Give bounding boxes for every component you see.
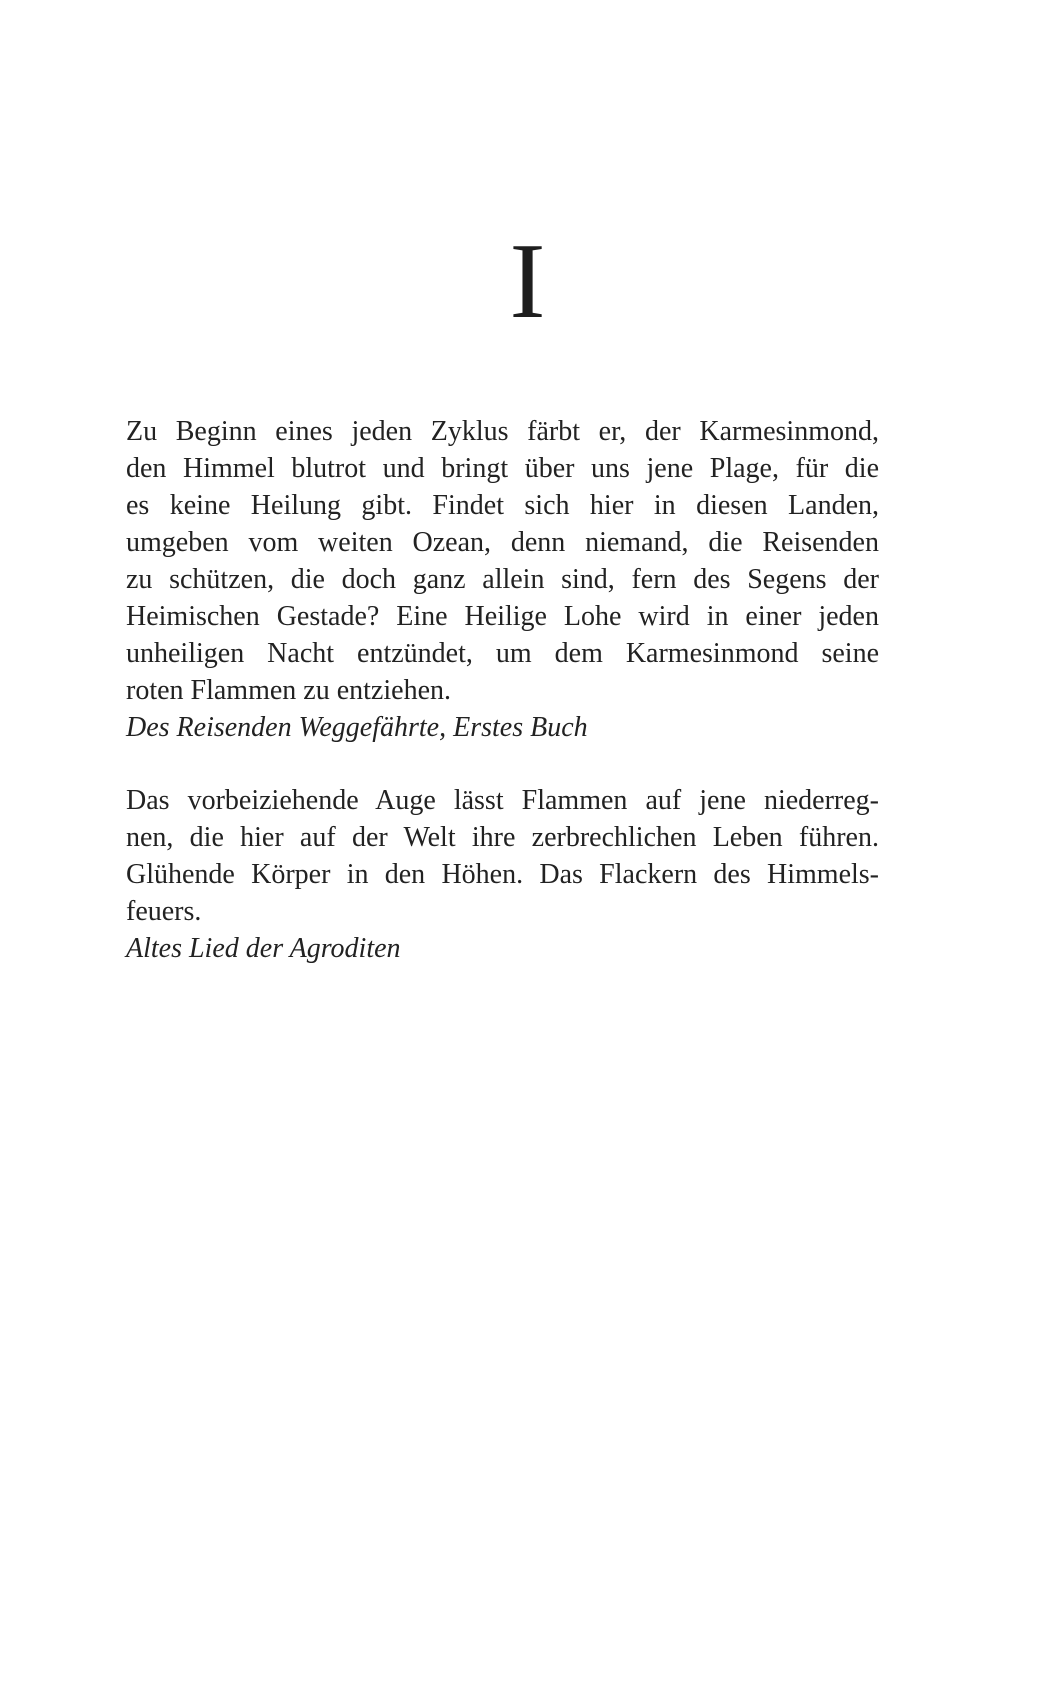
text-line: Zu Beginn eines jeden Zyklus färbt er, der Karmesinmond, xyxy=(126,416,879,447)
text-line: roten Flammen zu entziehen. xyxy=(126,675,451,706)
text-line: den Himmel blutrot und bringt über uns jene Plage, für die xyxy=(126,453,879,484)
epigraph xyxy=(126,413,879,746)
text-line: Heimischen Gestade? Eine Heilige Lohe wird in einer jeden xyxy=(126,601,879,632)
epigraph-attribution: Altes Lied der Agroditen xyxy=(126,933,401,964)
epigraph-text xyxy=(126,413,879,709)
text-line: unheiligen Nacht entzündet, um dem Karmesinmond seine xyxy=(126,638,879,669)
epigraph-attribution: Des Reisenden Weggefährte, Erstes Buch xyxy=(126,712,588,743)
text-line: nen, die hier auf der Welt ihre zerbrechlichen Leben führen. xyxy=(126,822,879,853)
text-line: zu schützen, die doch ganz allein sind, fern des Segens der xyxy=(126,564,879,595)
text-line: Das vorbeiziehende Auge lässt Flammen auf jene niederreg- xyxy=(126,785,879,816)
epigraph xyxy=(126,782,879,967)
text-line: feuers. xyxy=(126,896,202,927)
text-line: es keine Heilung gibt. Findet sich hier in diesen Landen, xyxy=(126,490,879,521)
text-line: Glühende Körper in den Höhen. Das Flackern des Himmels- xyxy=(126,859,879,890)
chapter-number: I xyxy=(509,222,546,341)
epigraph-text xyxy=(126,782,879,930)
text-line: umgeben vom weiten Ozean, denn niemand, die Reisenden xyxy=(126,527,879,558)
